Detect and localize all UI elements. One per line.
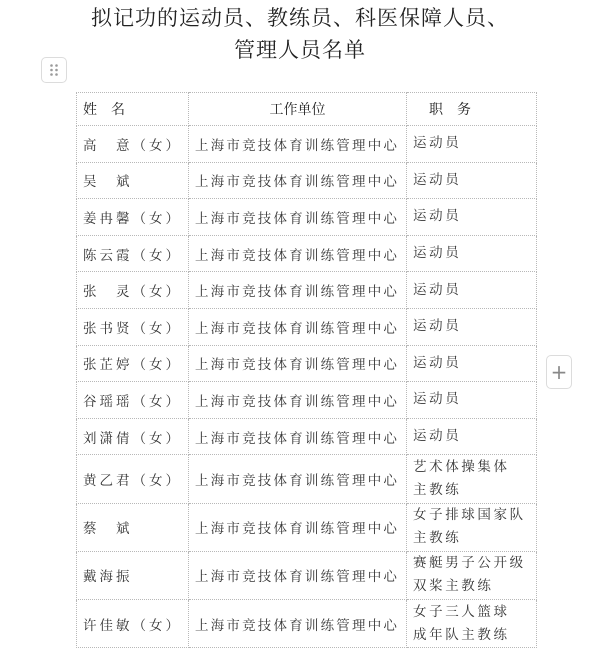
table-body	[77, 126, 537, 648]
table-row	[77, 126, 537, 163]
cell-name: 许佳敏（女）	[77, 599, 189, 647]
role-line: 双桨主教练	[413, 578, 494, 595]
table-row	[77, 235, 537, 272]
cell-unit: 上海市竞技体育训练管理中心	[189, 162, 407, 199]
cell-unit: 上海市竞技体育训练管理中心	[189, 551, 407, 599]
cell-unit: 上海市竞技体育训练管理中心	[189, 199, 407, 236]
cell-name: 姜冉馨（女）	[77, 199, 189, 236]
cell-unit: 上海市竞技体育训练管理中心	[189, 272, 407, 309]
cell-role	[407, 199, 537, 236]
cell-role	[407, 126, 537, 163]
title-line-1: 拟记功的运动员、教练员、科医保障人员、	[91, 6, 509, 30]
cell-role	[407, 272, 537, 309]
role-line: 主教练	[413, 481, 462, 498]
cell-name: 谷瑶瑶（女）	[77, 382, 189, 419]
cell-name: 陈云霞（女）	[77, 235, 189, 272]
table-header-row	[77, 93, 537, 126]
cell-role	[407, 599, 537, 647]
role-line: 运动员	[413, 391, 462, 408]
table-row	[77, 455, 537, 503]
role-line: 成年队主教练	[413, 626, 510, 643]
drag-handle-button[interactable]	[41, 57, 67, 83]
table-row	[77, 199, 537, 236]
cell-role	[407, 503, 537, 551]
role-line: 运动员	[413, 208, 462, 225]
page-title	[0, 2, 600, 66]
table-row	[77, 382, 537, 419]
cell-name: 蔡 斌	[77, 503, 189, 551]
table-row	[77, 162, 537, 199]
cell-name: 吴 斌	[77, 162, 189, 199]
roster-table	[76, 92, 537, 648]
cell-unit: 上海市竞技体育训练管理中心	[189, 126, 407, 163]
add-block-button[interactable]	[546, 355, 572, 389]
cell-name: 黄乙君（女）	[77, 455, 189, 503]
cell-name: 高 意（女）	[77, 126, 189, 163]
role-line: 女子三人篮球	[413, 603, 510, 620]
header-name: 姓名	[77, 93, 189, 126]
role-line: 运动员	[413, 135, 462, 152]
cell-role	[407, 162, 537, 199]
cell-unit: 上海市竞技体育训练管理中心	[189, 308, 407, 345]
cell-role	[407, 345, 537, 382]
role-line: 运动员	[413, 171, 462, 188]
cell-unit: 上海市竞技体育训练管理中心	[189, 455, 407, 503]
cell-unit: 上海市竞技体育训练管理中心	[189, 599, 407, 647]
table-row	[77, 418, 537, 455]
plus-icon: +	[550, 360, 568, 384]
role-line: 运动员	[413, 354, 462, 371]
header-role: 职务	[407, 93, 537, 126]
table-row	[77, 599, 537, 647]
role-line: 艺术体操集体	[413, 458, 510, 475]
table-row	[77, 551, 537, 599]
role-line: 赛艇男子公开级	[413, 555, 526, 572]
table-row	[77, 345, 537, 382]
cell-role	[407, 382, 537, 419]
cell-name: 刘潇倩（女）	[77, 418, 189, 455]
cell-unit: 上海市竞技体育训练管理中心	[189, 418, 407, 455]
cell-unit: 上海市竞技体育训练管理中心	[189, 382, 407, 419]
cell-unit: 上海市竞技体育训练管理中心	[189, 503, 407, 551]
cell-role	[407, 551, 537, 599]
table-row	[77, 503, 537, 551]
role-line: 女子排球国家队	[413, 507, 526, 524]
table-row	[77, 308, 537, 345]
role-line: 运动员	[413, 428, 462, 445]
cell-name: 张芷婷（女）	[77, 345, 189, 382]
drag-dots-icon	[49, 63, 59, 77]
table-row	[77, 272, 537, 309]
role-line: 运动员	[413, 245, 462, 262]
cell-name: 张 灵（女）	[77, 272, 189, 309]
role-line: 运动员	[413, 318, 462, 335]
role-line: 运动员	[413, 281, 462, 298]
cell-unit: 上海市竞技体育训练管理中心	[189, 345, 407, 382]
cell-role	[407, 308, 537, 345]
cell-role	[407, 418, 537, 455]
role-line: 主教练	[413, 530, 462, 547]
cell-role	[407, 455, 537, 503]
title-line-2: 管理人员名单	[234, 38, 366, 62]
cell-name: 张书贤（女）	[77, 308, 189, 345]
cell-role	[407, 235, 537, 272]
cell-name: 戴海振	[77, 551, 189, 599]
header-unit: 工作单位	[189, 93, 407, 126]
cell-unit: 上海市竞技体育训练管理中心	[189, 235, 407, 272]
